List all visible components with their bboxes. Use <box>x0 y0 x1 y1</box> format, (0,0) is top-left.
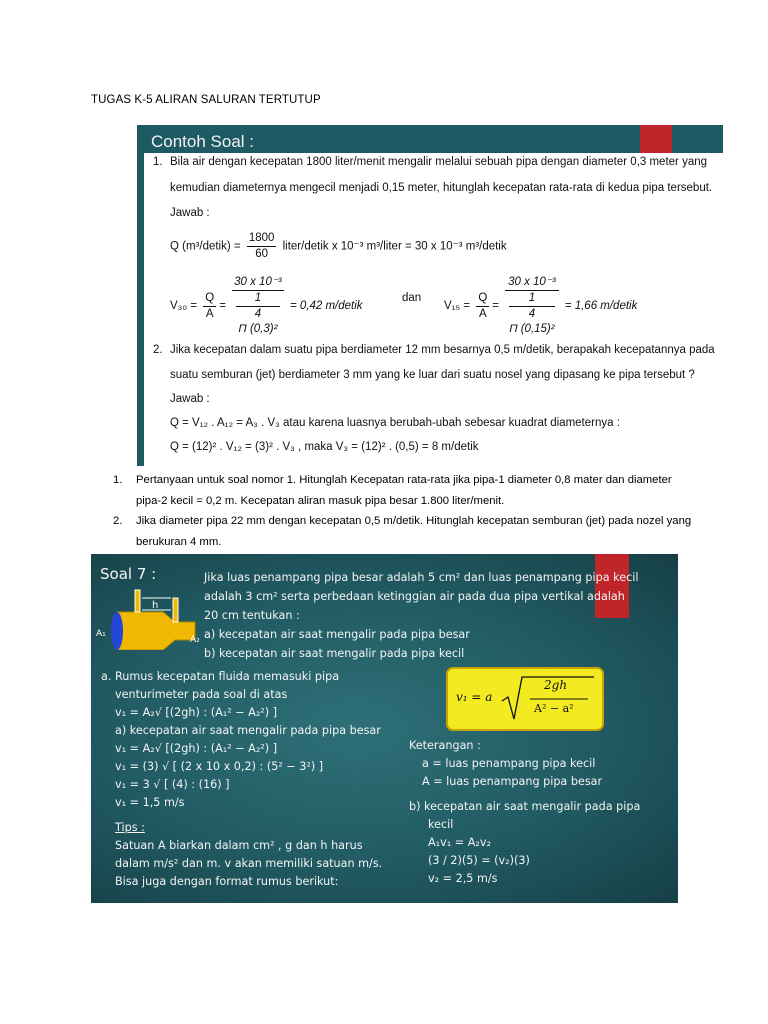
answer-label: Jawab : <box>170 207 210 219</box>
equation-lhs: Q (m³/detik) = <box>170 240 241 253</box>
pipe-inlet <box>111 612 123 650</box>
problem-text: suatu semburan (jet) berdiameter 3 mm yang ke luar dari suatu nosel yang dipasang ke pipa tersebut ? <box>170 369 695 381</box>
problem-slide <box>91 554 678 903</box>
equation-lhs: V₁₅ = <box>444 300 471 313</box>
diagram-label-a1: A₁ <box>96 629 106 639</box>
v15-equation: V₁₅ = $\frac{Q}{A}$ = 30 x 10⁻³ 1 4 Π (0,15)² = 1,66 m/detik <box>444 276 638 335</box>
fraction-numerator: Q <box>203 291 216 307</box>
document-title: TUGAS K-5 ALIRAN SALURAN TERTUTUP <box>91 94 321 106</box>
question-list <box>113 470 693 552</box>
formula-denominator: A² − a² <box>534 702 574 715</box>
problem-number: 2. <box>153 344 163 356</box>
fraction <box>476 291 489 322</box>
formula-line: v₁ = 1,5 m/s <box>115 796 185 809</box>
formula-line: (3 / 2)(5) = (v₂)(3) <box>428 854 530 867</box>
fraction <box>247 231 277 262</box>
problem-number: 1. <box>153 156 163 168</box>
fraction-numerator: 1 <box>236 291 280 307</box>
list-text: Pertanyaan untuk soal nomor 1. Hitunglah Kecepatan rata-rata jika pipa-1 diameter 0,8 mater dan diameter pipa-2 kecil = 0,2 m. Kecepatan aliran masuk pipa besar 1.800 liter/menit. <box>136 474 672 507</box>
equation-result: = 1,66 m/detik <box>564 300 638 313</box>
fraction-denominator: A <box>478 307 487 320</box>
problem-text: kemudian diameternya mengecil menjadi 0,15 meter, hitunglah kecepatan rata-rata di kedua pipa tersebut. <box>170 182 713 194</box>
diagram-label-a2: A₂ <box>190 635 200 645</box>
formula-line: a) kecepatan air saat mengalir pada pipa besar <box>115 724 381 737</box>
fraction-denominator <box>232 291 284 337</box>
diagram-label-h: h <box>152 600 159 611</box>
equation-rhs: liter/detik x 10⁻³ m³/liter = 30 x 10⁻³ m³/detik <box>282 240 507 253</box>
tips-text: Bisa juga dengan format rumus berikut: <box>115 875 339 888</box>
list-text: Jika diameter pipa 22 mm dengan kecepatan 0,5 m/detik. Hitunglah kecepatan semburan (jet) pada nozel yang berukuran 4 mm. <box>136 515 692 548</box>
solution-title: kecil <box>428 818 454 831</box>
legend-text: A = luas penampang pipa besar <box>422 775 603 788</box>
legend-text: a = luas penampang pipa kecil <box>422 757 596 770</box>
fraction <box>203 291 216 322</box>
formula-line: v₁ = A₂√ [(2gh) : (A₁² − A₂²) ] <box>115 706 278 719</box>
problem-text: Jika kecepatan dalam suatu pipa berdiameter 12 mm besarnya 0,5 m/detik, berapakah kecepatannya pada <box>170 344 715 356</box>
equation-lhs: V₃₀ = <box>170 300 198 313</box>
list-item <box>113 470 693 511</box>
slide-accent-tab <box>595 554 629 618</box>
problem-text: Jika luas penampang pipa besar adalah 5 cm² dan luas penampang pipa kecil <box>204 571 639 584</box>
list-number: 1. <box>113 474 123 486</box>
fraction-denominator <box>505 291 558 337</box>
solution-title: a. Rumus kecepatan fluida memasuki pipa <box>101 670 340 683</box>
fraction <box>505 275 558 337</box>
slide-heading: Contoh Soal : <box>151 132 255 151</box>
problem-text: adalah 3 cm² serta perbedaan ketinggian air pada dua pipa vertikal adalah <box>204 590 625 603</box>
fraction-numerator: 30 x 10⁻³ <box>505 275 558 291</box>
fraction-numerator: Q <box>476 291 489 307</box>
formula-line: v₁ = (3) √ [ (2 x 10 x 0,2) : (5² − 3²) ] <box>115 760 324 773</box>
tips-text: Satuan A biarkan dalam cm² , g dan h harus <box>115 839 363 852</box>
v30-equation: V₃₀ = $\frac{Q}{A}$ = 30 x 10⁻³ 1 4 Π (0,3)² = 0,42 m/detik <box>170 276 363 335</box>
list-number: 2. <box>113 515 123 527</box>
equation-result: = 0,42 m/detik <box>289 300 363 313</box>
problem-option: a) kecepatan air saat mengalir pada pipa besar <box>204 628 470 641</box>
formula-line: A₁v₁ = A₂v₂ <box>428 836 491 849</box>
problem-text: 20 cm tentukan : <box>204 609 300 622</box>
fraction-denominator: 60 <box>255 248 268 260</box>
pi-term: Π (0,15)² <box>509 323 555 335</box>
answer-label: Jawab : <box>170 393 210 405</box>
problem-option: b) kecepatan air saat mengalir pada pipa kecil <box>204 647 465 660</box>
fraction-denominator: 4 <box>254 308 262 320</box>
tips-text: dalam m/s² dan m. v akan memiliki satuan m/s. <box>115 857 383 870</box>
discharge-equation <box>170 231 507 262</box>
formula-line: v₁ = 3 √ [ (4) : (16) ] <box>115 778 230 791</box>
formula-numerator: 2gh <box>544 678 568 692</box>
example-panel <box>144 153 723 466</box>
formula-box <box>446 667 604 731</box>
legend-heading: Keterangan : <box>409 739 481 752</box>
answer-equation: Q = V₁₂ . A₁₂ = A₃ . V₃ atau karena luasnya berubah-ubah sebesar kuadrat diameternya : <box>170 417 620 429</box>
problem-text: Bila air dengan kecepatan 1800 liter/menit mengalir melalui sebuah pipa dengan diameter 0,3 meter yang <box>170 156 708 168</box>
fraction-numerator: 1800 <box>247 231 277 247</box>
fraction-denominator: A <box>205 307 214 320</box>
formula-lhs: v₁ = a <box>456 690 493 704</box>
slide-heading: Soal 7 : <box>100 565 157 583</box>
fraction-numerator: 30 x 10⁻³ <box>232 275 284 291</box>
example-slide <box>137 125 723 466</box>
fraction-denominator: 4 <box>528 308 536 320</box>
solution-title: venturimeter pada soal di atas <box>115 688 288 701</box>
fraction-numerator: 1 <box>509 291 554 307</box>
tips-heading: Tips : <box>115 821 145 834</box>
pi-term: Π (0,3)² <box>238 323 278 335</box>
fraction <box>232 275 284 337</box>
list-item <box>113 511 693 552</box>
solution-title: b) kecepatan air saat mengalir pada pipa <box>409 800 641 813</box>
answer-equation: Q = (12)² . V₁₂ = (3)² . V₃ , maka V₃ = (12)² . (0,5) = 8 m/detik <box>170 441 479 453</box>
conjunction: dan <box>402 292 422 304</box>
formula-line: v₂ = 2,5 m/s <box>428 872 498 885</box>
venturi-pipe-diagram <box>95 584 205 650</box>
formula-line: v₁ = A₂√ [(2gh) : (A₁² − A₂²) ] <box>115 742 278 755</box>
